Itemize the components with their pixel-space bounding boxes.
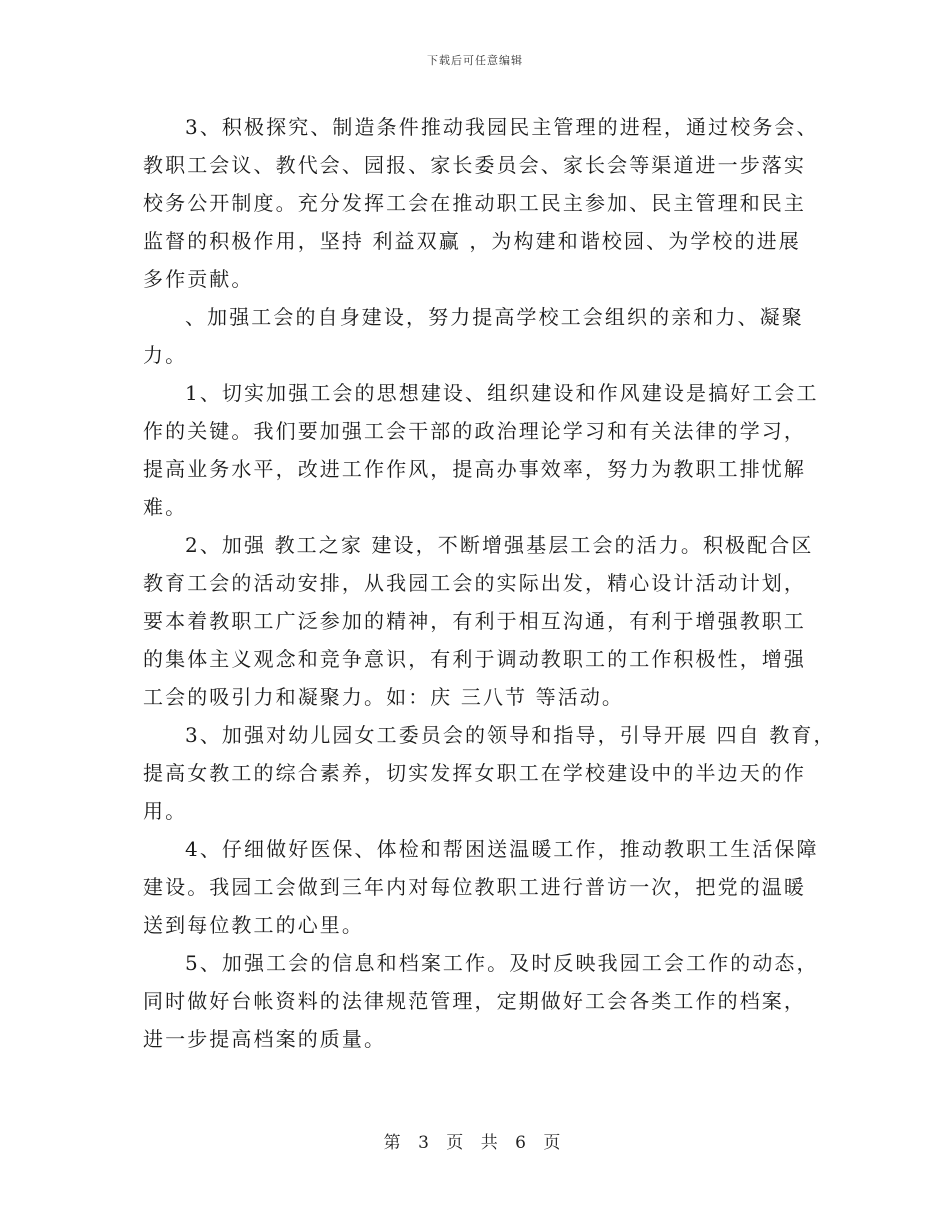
text-line: 监督的积极作用，坚持 利益双赢 ，为构建和谐校园、为学校的进展 (143, 229, 801, 253)
text-line: 教育工会的活动安排，从我园工会的实际出发，精心设计活动计划， (143, 571, 806, 595)
page-header: 下载后可任意编辑 (427, 54, 523, 67)
text-line: 送到每位教工的心里。 (143, 913, 364, 937)
text-line: 同时做好台帐资料的法律规范管理，定期做好工会各类工作的档案， (143, 989, 806, 1013)
text-line: 多作贡献。 (143, 267, 254, 291)
text-line: 进一步提高档案的质量。 (143, 1027, 387, 1051)
text-line: 、加强工会的自身建设，努力提高学校工会组织的亲和力、凝聚 (185, 305, 804, 329)
text-line: 提高业务水平，改进工作作风，提高办事效率，努力为教职工排忧解 (143, 457, 806, 481)
text-line: 力。 (143, 343, 188, 367)
text-line: 3、积极探究、制造条件推动我园民主管理的进程，通过校务会、 (185, 115, 819, 139)
text-line: 校务公开制度。充分发挥工会在推动职工民主参加、民主管理和民主 (143, 191, 806, 215)
document-body (143, 108, 836, 1058)
text-line: 教职工会议、教代会、园报、家长委员会、家长会等渠道进一步落实 (143, 153, 806, 177)
text-line: 难。 (143, 495, 188, 519)
text-line: 4、仔细做好医保、体检和帮困送温暖工作，推动教职工生活保障 (185, 837, 819, 861)
text-line: 建设。我园工会做到三年内对每位教职工进行普访一次，把党的温暖 (143, 875, 806, 899)
text-line: 要本着教职工广泛参加的精神，有利于相互沟通，有利于增强教职工 (143, 609, 806, 633)
text-line: 2、加强 教工之家 建设，不断增强基层工会的活力。积极配合区 (185, 533, 814, 557)
text-line: 5、加强工会的信息和档案工作。及时反映我园工会工作的动态， (185, 951, 819, 975)
page-number: 第 3 页 共 6 页 (383, 1133, 567, 1153)
text-line: 提高女教工的综合素养，切实发挥女职工在学校建设中的半边天的作 (143, 761, 806, 785)
text-line: 3、加强对幼儿园女工委员会的领导和指导，引导开展 四自 教育， (185, 723, 836, 747)
text-line: 用。 (143, 799, 188, 823)
text-line: 作的关键。我们要加强工会干部的政治理论学习和有关法律的学习， (143, 419, 806, 443)
text-line: 工会的吸引力和凝聚力。如：庆 三八节 等活动。 (143, 685, 625, 709)
text-line: 的集体主义观念和竞争意识，有利于调动教职工的工作积极性，增强 (143, 647, 806, 671)
text-line: 1、切实加强工会的思想建设、组织建设和作风建设是搞好工会工 (185, 381, 819, 405)
